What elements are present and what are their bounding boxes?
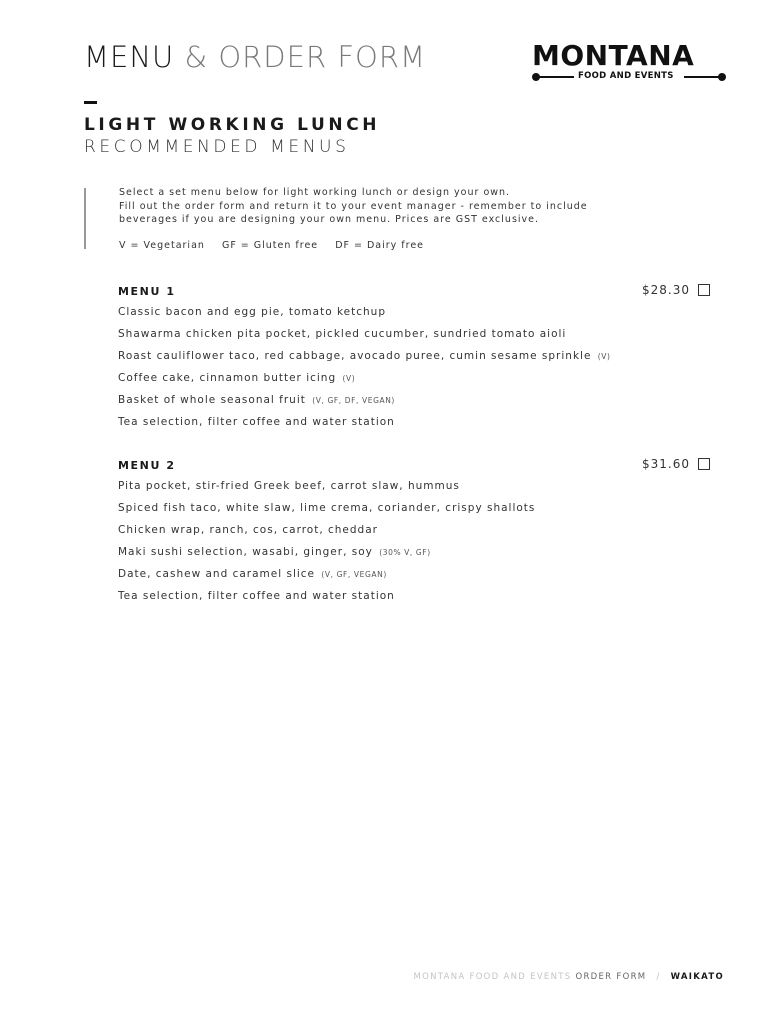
- menu-item: [118, 547, 537, 569]
- menu-item-text: Pita pocket, stir-fried Greek beef, carrot slaw, hummus: [118, 480, 460, 492]
- page-title-main: MENU: [84, 40, 175, 74]
- logo-line-right: [684, 76, 720, 78]
- menu-item-list: [118, 481, 537, 613]
- menu-item: [118, 329, 611, 351]
- heading-dash: [84, 101, 97, 104]
- menu-item-text: Chicken wrap, ranch, cos, carrot, cheddar: [118, 524, 378, 536]
- menu-item-note: (30% V, GF): [379, 548, 431, 557]
- menu-item: [118, 351, 611, 373]
- menu-item: [118, 481, 537, 503]
- intro-line: Fill out the order form and return it to your event manager - remember to include: [119, 200, 588, 212]
- menu-price: $28.30: [642, 283, 690, 297]
- dietary-legend: [119, 240, 437, 251]
- logo-dot-right: [718, 73, 726, 81]
- footer-region: WAIKATO: [670, 972, 724, 982]
- menu-item: [118, 395, 611, 417]
- menu-item: [118, 525, 537, 547]
- menu-item: [118, 591, 537, 613]
- menu-item-text: Tea selection, filter coffee and water station: [118, 416, 395, 428]
- menu-item: [118, 373, 611, 395]
- legend-dairy-free: DF = Dairy free: [335, 240, 425, 251]
- logo-wordmark: MONTANA: [532, 39, 695, 72]
- menu-item-text: Tea selection, filter coffee and water station: [118, 590, 395, 602]
- menu-title: MENU 2: [118, 459, 176, 472]
- menu-item: [118, 569, 537, 591]
- menu-item-text: Basket of whole seasonal fruit: [118, 394, 306, 406]
- page-title: [84, 40, 426, 74]
- menu-item-text: Date, cashew and caramel slice: [118, 568, 316, 580]
- menu-item-text: Roast cauliflower taco, red cabbage, avocado puree, cumin sesame sprinkle: [118, 350, 592, 362]
- section-subheading: RECOMMENDED MENUS: [84, 137, 350, 157]
- logo-subtitle: FOOD AND EVENTS: [578, 71, 674, 81]
- menu-item-note: (V, GF, VEGAN): [321, 570, 387, 579]
- menu-item-text: Maki sushi selection, wasabi, ginger, soy: [118, 546, 373, 558]
- intro-text: [119, 186, 588, 227]
- montana-logo: [532, 40, 724, 84]
- menu-item-note: (V): [342, 374, 356, 383]
- menu-item-text: Shawarma chicken pita pocket, pickled cucumber, sundried tomato aioli: [118, 328, 567, 340]
- menu-item-list: [118, 307, 611, 439]
- menu-item-note: (V): [597, 352, 611, 361]
- menu-item-text: Classic bacon and egg pie, tomato ketchup: [118, 306, 386, 318]
- logo-line-left: [536, 76, 574, 78]
- menu-2-checkbox[interactable]: [698, 458, 710, 470]
- legend-vegetarian: V = Vegetarian: [119, 240, 205, 251]
- page-footer: [414, 972, 725, 982]
- footer-form-label: ORDER FORM: [575, 972, 647, 982]
- menu-item-text: Coffee cake, cinnamon butter icing: [118, 372, 337, 384]
- menu-item: [118, 417, 611, 439]
- footer-separator: /: [656, 972, 661, 982]
- legend-gluten-free: GF = Gluten free: [221, 240, 319, 251]
- page-title-rest: ORDER FORM: [218, 40, 427, 74]
- footer-brand: MONTANA FOOD AND EVENTS: [413, 972, 572, 982]
- intro-line: beverages if you are designing your own menu. Prices are GST exclusive.: [119, 214, 540, 225]
- menu-title: MENU 1: [118, 285, 176, 298]
- menu-price: $31.60: [642, 457, 690, 471]
- menu-item: [118, 503, 537, 525]
- section-heading: LIGHT WORKING LUNCH: [84, 115, 381, 135]
- menu-item-note: (V, GF, DF, VEGAN): [312, 396, 395, 405]
- menu-1-checkbox[interactable]: [698, 284, 710, 296]
- page-title-ampersand: &: [184, 40, 209, 74]
- intro-line: Select a set menu below for light working lunch or design your own.: [119, 187, 511, 198]
- intro-accent-bar: [84, 188, 86, 249]
- menu-item: [118, 307, 611, 329]
- menu-item-text: Spiced fish taco, white slaw, lime crema, coriander, crispy shallots: [118, 502, 536, 514]
